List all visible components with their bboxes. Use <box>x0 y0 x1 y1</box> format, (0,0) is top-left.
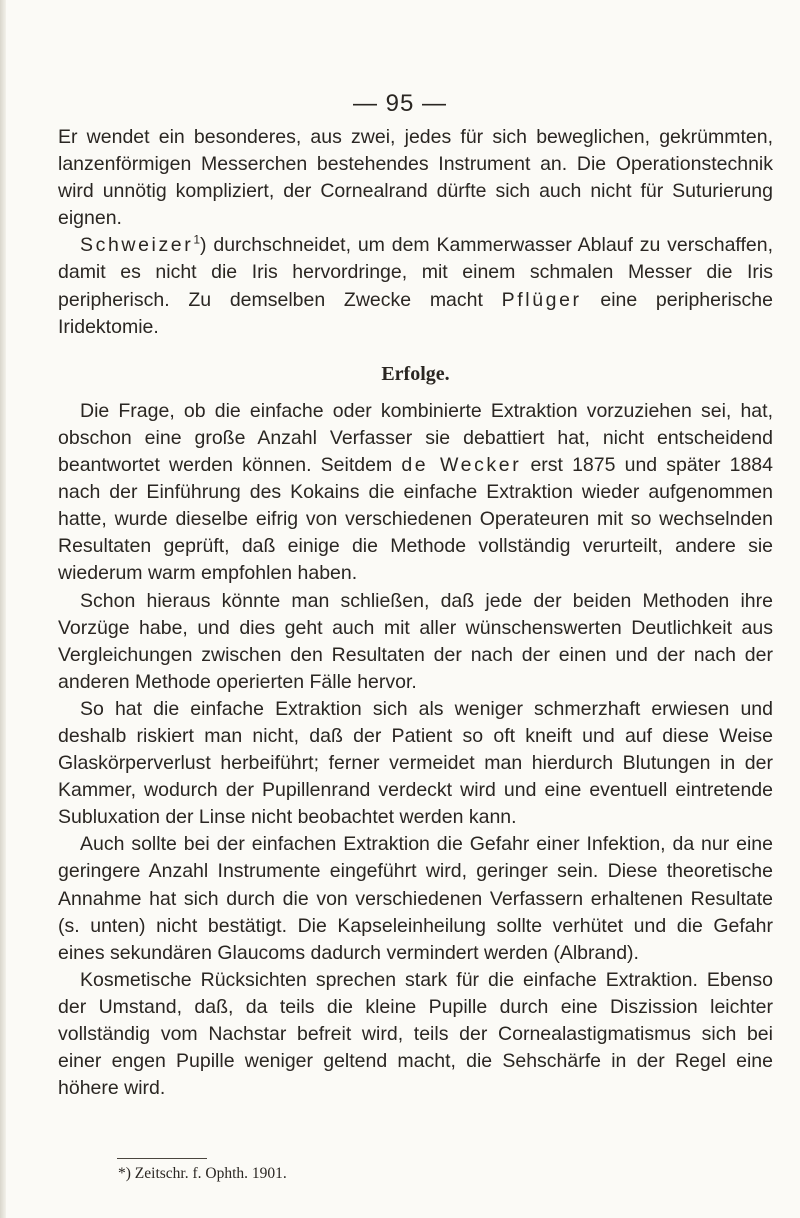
footnote-ref: 1 <box>193 232 201 247</box>
paragraph-3-text: Die Frage, ob die einfache oder kombinierte Extraktion vorzuziehen sei, hat, obschon eine große Anzahl Verfasser sie debattiert hat, nicht entscheidend beantwortet werden können. Seitdem <box>58 399 773 477</box>
paragraph-5: So hat die einfache Extraktion sich als weniger schmerzhaft erwiesen und deshalb riskiert man nicht, daß der Patient so oft kneift und auf diese Weise Glaskörperverlust herbeiführt; ferner vermeidet man hierdurch Blutungen in der Kammer, wodurch der Pupillenrand verdeckt wird und eine eventuell eintretende Subluxation der Linse nicht beobachtet werden kann. <box>58 697 773 829</box>
author-name-3: de Wecker <box>401 454 522 477</box>
paragraph-3 <box>58 398 773 588</box>
page-number: — 95 — <box>352 90 448 117</box>
paragraph-4: Schon hieraus könnte man schließen, daß jede der beiden Methoden ihre Vorzüge habe, und dies geht auch mit aller wünschenswerten Deutlichkeit aus Vergleichungen zwischen den Resultaten der nach der einen und der nach der anderen Methode operierten Fälle hervor. <box>58 589 773 693</box>
author-name-2: Pflüger <box>501 288 582 311</box>
author-name: Schweizer <box>80 234 194 257</box>
page-edge <box>0 0 6 1218</box>
paragraph-2 <box>58 232 773 340</box>
paragraph-3-text-2: erst 1875 und später 1884 nach der Einführung des Kokains die einfache Extraktion wieder aufgenommen hatte, wurde dieselbe eifrig von verschiedenen Operateuren mit so wechselnden Resultaten geprüft, daß einige die Methode vollständig verurteilt, andere sie wiederum warm empfohlen haben. <box>58 454 773 585</box>
footnote-rule <box>117 1158 207 1159</box>
footnote: *) Zeitschr. f. Ophth. 1901. <box>118 1165 287 1182</box>
paragraph-1: Er wendet ein besonderes, aus zwei, jedes für sich beweglichen, gekrümmten, lanzenförmigen Messerchen bestehendes Instrument an. Die Operationstechnik wird unnötig kompliziert, der Cornealrand dürfte sich auch nicht für Suturierung eignen. <box>58 126 773 230</box>
paragraph-2-text-2: eine peripherische Iridektomie. <box>58 288 773 338</box>
paragraph-6: Auch sollte bei der einfachen Extraktion die Gefahr einer Infektion, da nur eine geringere Anzahl Instrumente eingeführt wird, geringer sein. Diese theoretische Annahme hat sich durch die von verschiedenen Verfassern erhaltenen Resultate (s. unten) nicht bestätigt. Die Kapseleinheilung sollte verhütet und die Gefahr eines sekundären Glaucoms dadurch vermindert werden (Albrand). <box>58 833 773 964</box>
paragraph-2-text: ) durchschneidet, um dem Kammerwasser Ablauf zu verschaffen, damit es nicht die Iris hervordringe, mit einem schmalen Messer die Iris peripherisch. Zu demselben Zwecke macht <box>58 234 773 311</box>
paragraph-7: Kosmetische Rücksichten sprechen stark für die einfache Extraktion. Ebenso der Umstand, daß, da teils die kleine Pupille durch eine Diszission leichter vollständig vom Nachstar befreit wird, teils der Cornealastigmatismus sich bei einer engen Pupille weniger geltend macht, die Sehschärfe in der Regel eine höhere wird. <box>58 968 773 1100</box>
section-heading: Erfolge. <box>381 362 450 385</box>
body-text <box>58 124 773 1102</box>
